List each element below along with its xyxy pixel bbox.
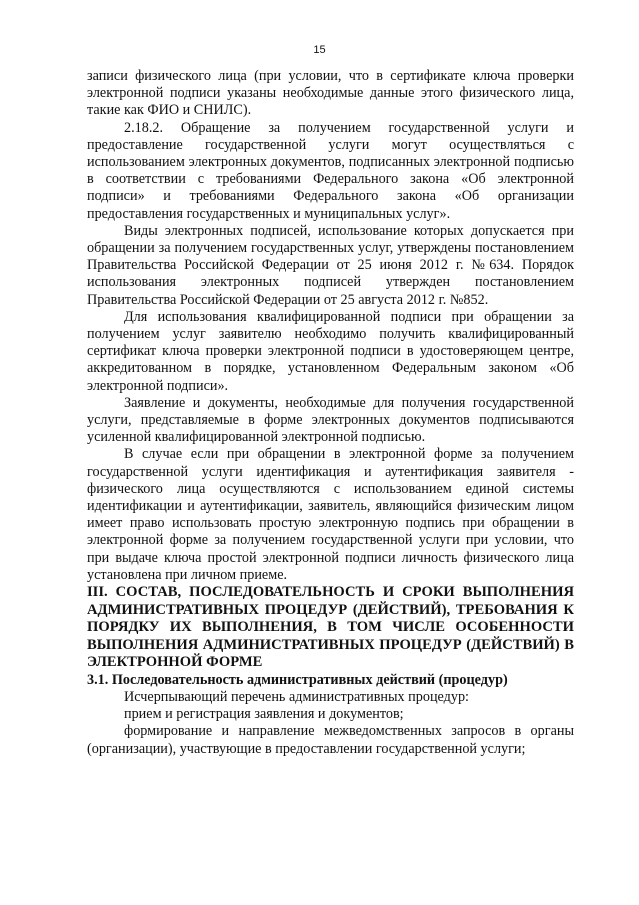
paragraph-application-documents: Заявление и документы, необходимые для получения государственной услуги, представляемые в форме электронных документов подписываются усиленной квалифицированной электронной подписью. — [87, 394, 574, 446]
section-heading: III. СОСТАВ, ПОСЛЕДОВАТЕЛЬНОСТЬ И СРОКИ ВЫПОЛНЕНИЯ АДМИНИСТРАТИВНЫХ ПРОЦЕДУР (ДЕЙСТВИЙ), ТРЕБОВАНИЯ К ПОРЯДКУ ИХ ВЫПОЛНЕНИЯ, В ТОМ ЧИСЛЕ ОСОБЕННОСТИ ВЫПОЛНЕНИЯ АДМИНИСТРАТИВНЫХ ПРОЦЕДУР (ДЕЙСТВИЙ) В ЭЛЕКТРОННОЙ ФОРМЕ — [87, 584, 574, 671]
list-item: прием и регистрация заявления и документов; — [124, 706, 404, 723]
list-intro: Исчерпывающий перечень административных процедур: — [124, 689, 469, 706]
paragraph-qualified-signature: Для использования квалифицированной подписи при обращении за получением услуг заявителю необходимо получить квалифицированный сертификат ключа проверки электронной подписи в удостоверяющем центре, аккредитованном в порядке, установленном Федеральным законом «Об электронной подписи». — [87, 308, 574, 394]
paragraph-continuation: записи физического лица (при условии, что в сертификате ключа проверки электронной подписи указаны необходимые данные этого физического лица, такие как ФИО и СНИЛС). — [87, 68, 574, 119]
paragraph-simple-signature: В случае если при обращении в электронной форме за получением государственной услуги идентификация и аутентификация заявителя - физического лица осуществляются с использованием единой системы идентификации и аутентификации, заявитель, являющийся физическим лицом имеет право использовать простую электронную подпись при обращении в электронной форме за получением государственной услуги при условии, что при выдаче ключа простой электронной подписи личность физического лица установлена при личном приеме. — [87, 446, 574, 583]
paragraph-2-18-2: 2.18.2. Обращение за получением государственной услуги и предоставление государственной услуги могут осуществляться с использованием электронных документов, подписанных электронной подписью в соответствии с требованиями Федерального закона «Об электронной подписи» и требованиями Федерального закона «Об организации предоставления государственных и муниципальных услуг». — [87, 119, 574, 222]
subsection-heading: 3.1. Последовательность административных действий (процедур) — [87, 672, 508, 689]
list-item: формирование и направление межведомственных запросов в органы (организации), участвующие в предоставлении государственной услуги; — [87, 723, 574, 757]
paragraph-signature-types: Виды электронных подписей, использование которых допускается при обращении за получением государственных услуг, утверждены постановлением Правительства Российской Федерации от 25 июня 2012 г. №634. Порядок использования электронных подписей утвержден постановлением Правительства Российской Федерации от 25 августа 2012 г. №852. — [87, 222, 574, 308]
page-number: 15 — [313, 44, 326, 56]
document-body — [87, 68, 574, 758]
